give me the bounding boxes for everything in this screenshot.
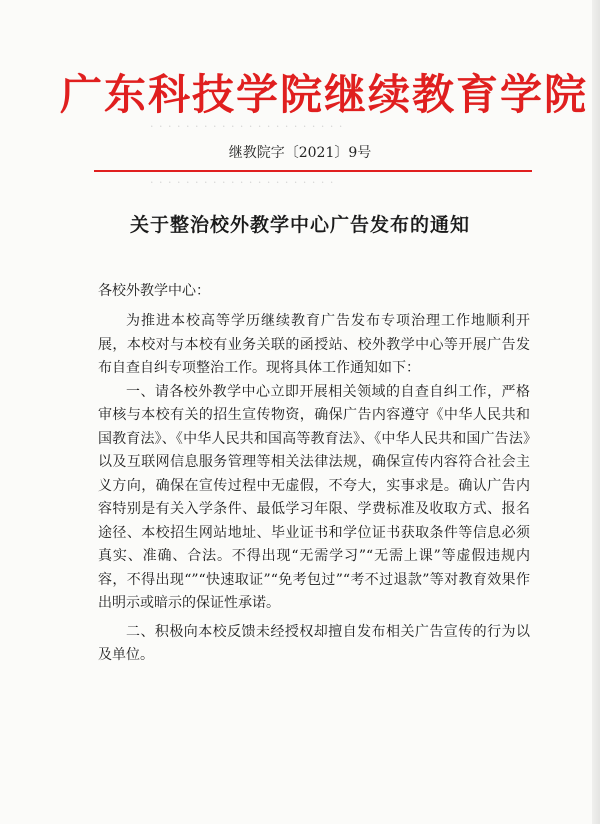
addressee: 各校外教学中心： bbox=[98, 283, 210, 299]
scan-edge bbox=[592, 0, 600, 824]
body-paragraph: 二、积极向本校反馈未经授权却擅自发布相关广告宣传的行为以及单位。 bbox=[98, 623, 530, 663]
document-title: 关于整治校外教学中心广告发布的通知 bbox=[129, 214, 470, 236]
bleed-through-text: · · · · · · · · · · · · · · · · · · · · · · bbox=[150, 120, 344, 133]
document-number: 继教院字〔2021〕9号 bbox=[228, 145, 372, 161]
bleed-through-text: · · · · · · · · · · · · · · · · · · · · · bbox=[150, 176, 335, 189]
document-body bbox=[98, 310, 530, 668]
red-divider-line bbox=[94, 170, 532, 172]
body-paragraph: 一、请各校外教学中心立即开展相关领域的自查自纠工作，严格审核与本校有关的招生宣传物资，确保广告内容遵守《中华人民共和国教育法》、《中华人民共和国高等教育法》、《中华人民共和国广告法》以及互联网信息服务管理等相关法律法规，确保宣传内容符合社会主义方向，确保在宣传过程中无虚假，不夸大，实事求是。确认广告内容特别是有关入学条件、最低学习年限、学费标准及收取方式、报名途径、本校招生网站地址、毕业证书和学位证书获取条件等信息必须真实、准确、合法。不得出现“无需学习”“无需上课”等虚假违规内容，不得出现“”“快速取证”“免考包过”“考不过退款”等对教育效果作出明示或暗示的保证性承诺。 bbox=[98, 383, 530, 611]
body-paragraph: 为推进本校高等学历继续教育广告发布专项治理工作地顺利开展，本校对与本校有业务关联的函授站、校外教学中心等开展广告发布自查自纠专项整治工作。现将具体工作通知如下： bbox=[98, 313, 530, 376]
letterhead-title: 广东科技学院继续教育学院 bbox=[60, 70, 589, 119]
